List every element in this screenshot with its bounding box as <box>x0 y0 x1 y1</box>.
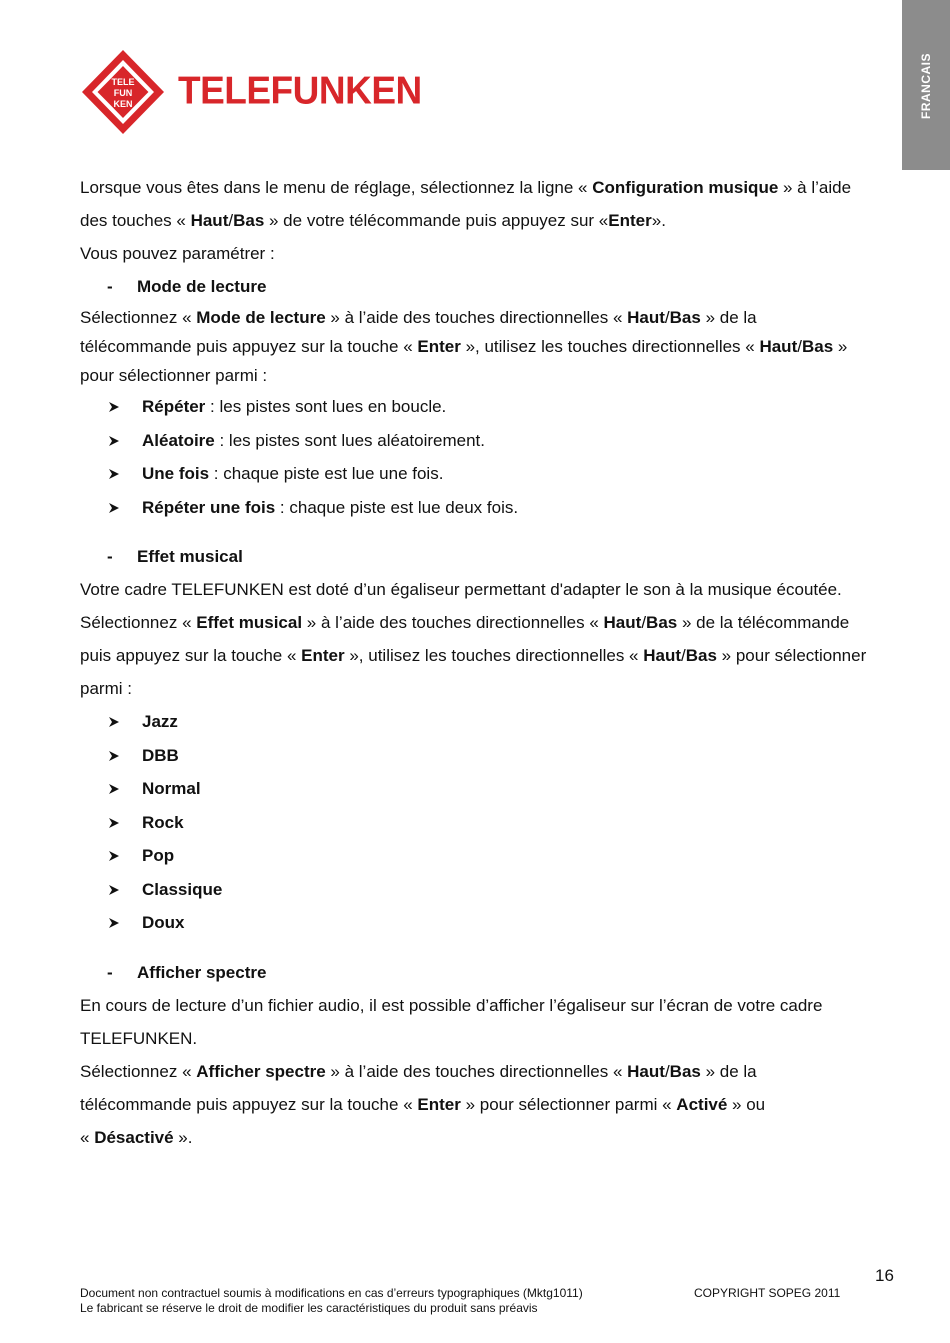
paragraph-line: Sélectionnez « Afficher spectre » à l’aide des touches directionnelles « Haut/Bas » de la <box>80 1061 757 1081</box>
paragraph-line: parmi : <box>80 679 132 698</box>
telefunken-logo <box>80 48 430 144</box>
section-body-mode-de-lecture <box>80 303 900 390</box>
paragraph-line: télécommande puis appuyez sur la touche « Enter », utilisez les touches directionnelles « Haut/Bas » <box>80 337 848 356</box>
section-heading-effet-musical: - Effet musical <box>107 547 243 566</box>
arrow-bullet-icon <box>108 750 120 762</box>
paragraph-line: Votre cadre TELEFUNKEN est doté d’un égaliseur permettant d'adapter le son à la musique écoutée. <box>80 580 842 599</box>
svg-text:KEN: KEN <box>113 99 133 109</box>
intro-paragraph-1: Lorsque vous êtes dans le menu de réglage, sélectionnez la ligne « Configuration musique » à l’aide <box>80 178 852 197</box>
arrow-bullet-icon <box>108 468 120 480</box>
intro-paragraph-2: des touches « Haut/Bas » de votre télécommande puis appuyez sur «Enter». <box>80 211 666 230</box>
section-heading-afficher-spectre: - Afficher spectre <box>107 962 267 982</box>
section-body-effet-musical <box>80 573 900 705</box>
section-heading-mode-de-lecture: - Mode de lecture <box>107 277 267 296</box>
language-label: FRANCAIS <box>919 53 933 119</box>
arrow-bullet-icon <box>108 783 120 795</box>
list-item: DBB <box>80 739 900 773</box>
list-item: Répéter : les pistes sont lues en boucle. <box>80 390 900 424</box>
paragraph-line: Sélectionnez « Effet musical » à l’aide des touches directionnelles « Haut/Bas » de la télécommande <box>80 613 850 632</box>
paragraph-line: Sélectionnez « Mode de lecture » à l’aide des touches directionnelles « Haut/Bas » de la <box>80 308 757 327</box>
list-item: Classique <box>80 873 900 907</box>
paragraph-line: TELEFUNKEN. <box>80 1028 198 1048</box>
paragraph-line: télécommande puis appuyez sur la touche « Enter » pour sélectionner parmi « Activé » ou <box>80 1094 766 1114</box>
list-item: Une fois : chaque piste est lue une fois. <box>80 457 900 491</box>
list-item: Normal <box>80 772 900 806</box>
arrow-bullet-icon <box>108 716 120 728</box>
svg-text:TELE: TELE <box>111 77 135 87</box>
bullet-list-mode-de-lecture <box>80 390 900 524</box>
paragraph-line: pour sélectionner parmi : <box>80 366 268 385</box>
list-item: Aléatoire : les pistes sont lues aléatoirement. <box>80 424 900 458</box>
arrow-bullet-icon <box>108 435 120 447</box>
section-body-afficher-spectre <box>80 989 900 1154</box>
list-item: Doux <box>80 906 900 940</box>
arrow-bullet-icon <box>108 817 120 829</box>
list-item: Jazz <box>80 705 900 739</box>
list-item: Rock <box>80 806 900 840</box>
arrow-bullet-icon <box>108 917 120 929</box>
intro-paragraph-3: Vous pouvez paramétrer : <box>80 244 275 263</box>
telefunken-emblem-icon <box>80 48 166 138</box>
footer-disclaimer-1: Document non contractuel soumis à modifications en cas d’erreurs typographiques (Mktg1011) <box>80 1286 583 1300</box>
list-item: Répéter une fois : chaque piste est lue deux fois. <box>80 491 900 525</box>
page-number: 16 <box>875 1266 894 1285</box>
arrow-bullet-icon <box>108 884 120 896</box>
manual-content <box>80 171 900 1154</box>
footer <box>80 1286 900 1316</box>
footer-disclaimer-2: Le fabricant se réserve le droit de modifier les caractéristiques du produit sans préavis <box>80 1301 538 1315</box>
svg-text:FUN: FUN <box>113 88 133 98</box>
arrow-bullet-icon <box>108 850 120 862</box>
language-tab <box>902 0 950 170</box>
bullet-list-effet-musical <box>80 705 900 940</box>
footer-copyright: COPYRIGHT SOPEG 2011 <box>694 1286 841 1300</box>
paragraph-line: En cours de lecture d’un fichier audio, il est possible d’afficher l’égaliseur sur l’écran de votre cadre <box>80 995 823 1015</box>
paragraph-line: puis appuyez sur la touche « Enter », utilisez les touches directionnelles « Haut/Bas » pour sélectionner <box>80 646 867 665</box>
list-item: Pop <box>80 839 900 873</box>
paragraph-line: « Désactivé ». <box>80 1127 193 1147</box>
arrow-bullet-icon <box>108 502 120 514</box>
arrow-bullet-icon <box>108 401 120 413</box>
logo-wordmark: TELEFUNKEN <box>178 68 422 112</box>
